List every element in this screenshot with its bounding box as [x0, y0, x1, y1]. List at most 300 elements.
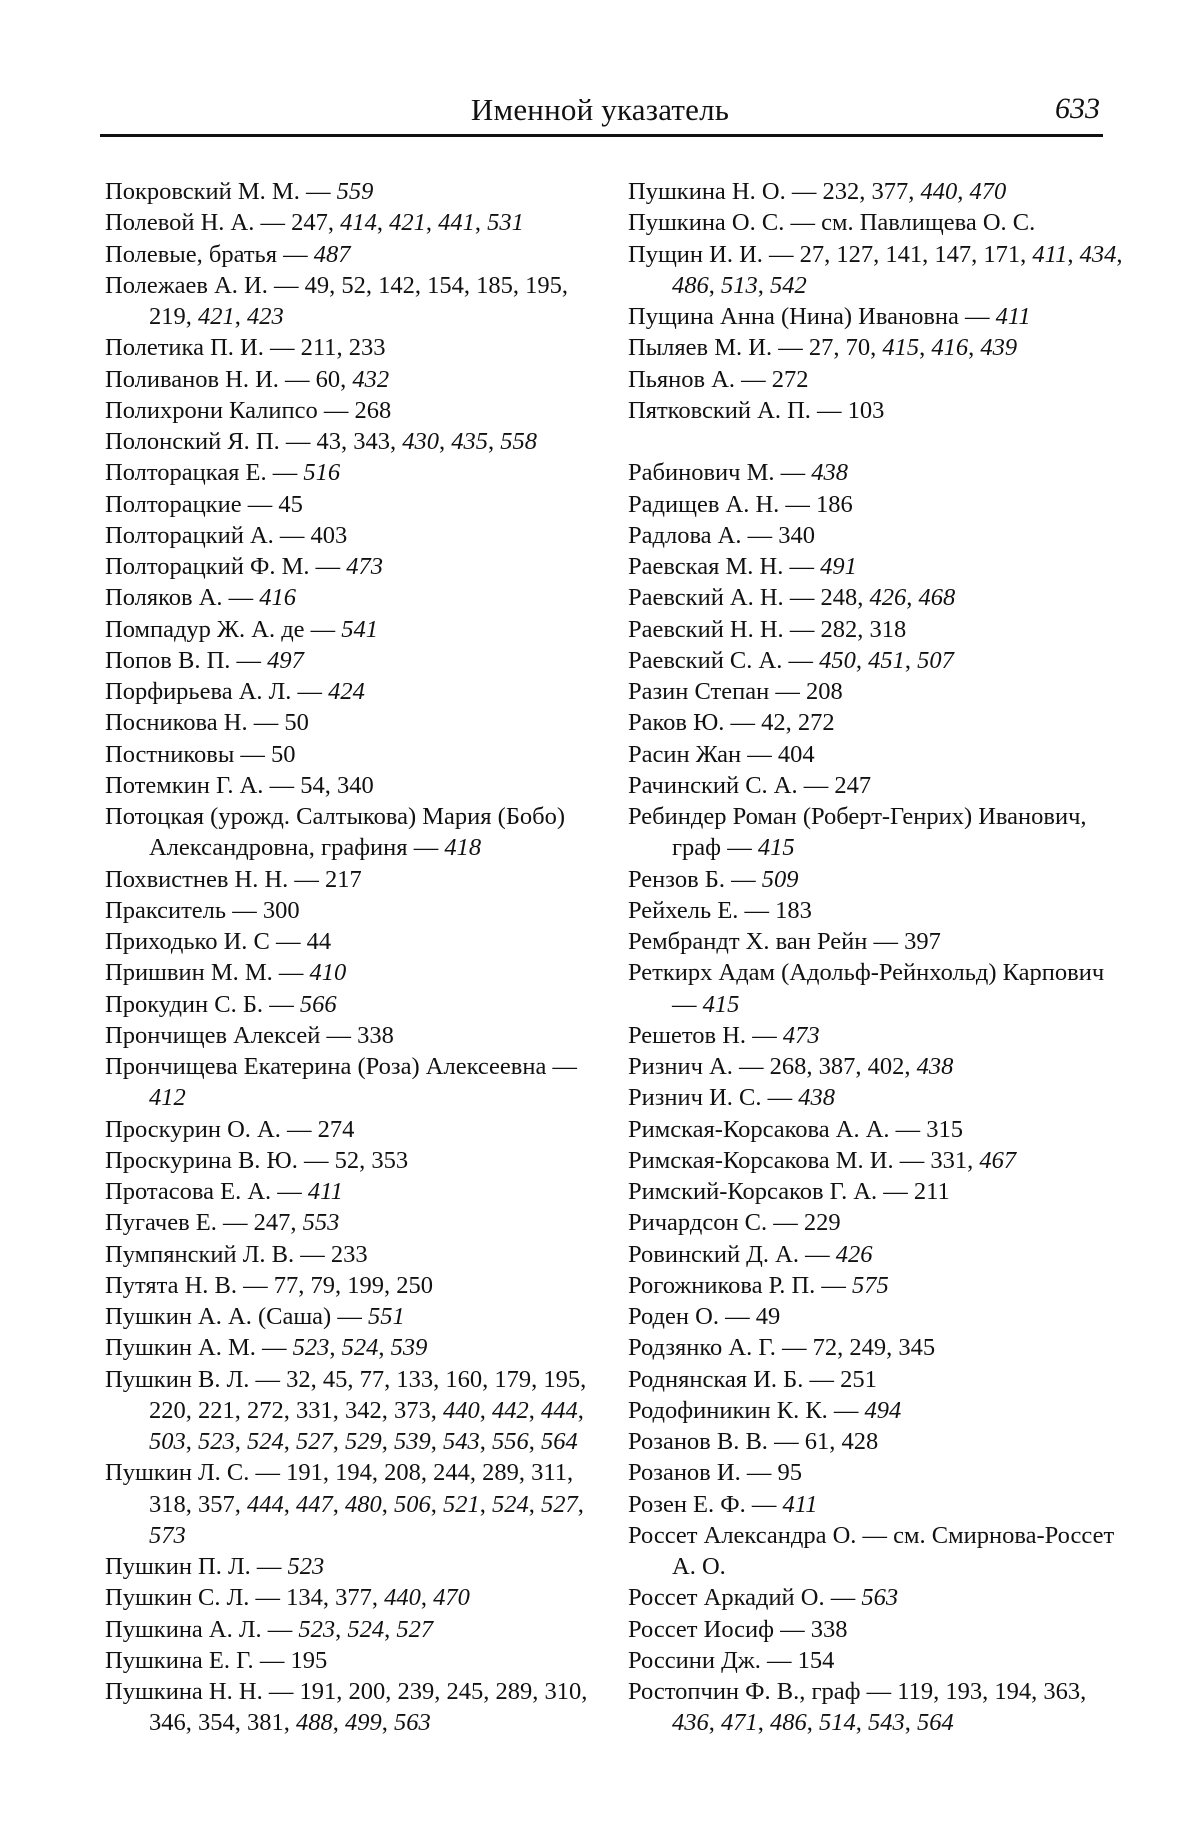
page-ref: 387 [818, 1053, 856, 1080]
entry-name: Пятковский А. П. [628, 396, 811, 424]
page-ref: 473 [346, 553, 383, 580]
page-ref: 248 [820, 584, 858, 612]
index-entry: Римская-Корсакова А. А. — 315 [628, 1115, 964, 1143]
page-ref: 531 [487, 209, 524, 237]
page-ref: 564 [917, 1709, 954, 1737]
entry-name: Полторацкий А. [105, 521, 274, 549]
index-entry: Полевой Н. А. — 247, 414, 421, 441, 531 [105, 209, 524, 237]
page-ref: 412 [149, 1084, 186, 1112]
page-ref: 486 [672, 271, 709, 299]
entry-name: Рензов Б. [628, 865, 725, 893]
page-ref: 541 [341, 615, 379, 643]
entry-name: Рабинович М. [628, 459, 775, 487]
page-ref: 513 [721, 271, 758, 299]
page-ref: 318 [869, 615, 907, 643]
page-ref: 103 [847, 396, 885, 424]
entry-name: Розен Е. Ф. [628, 1490, 746, 1518]
entry-name: Протасова Е. А. [105, 1178, 272, 1205]
entry-name: Посникова Н. [105, 709, 248, 737]
entry-name: Роден О. [628, 1303, 719, 1330]
page-ref: 487 [313, 240, 351, 268]
page-ref: 183 [775, 896, 812, 924]
page-ref: 415 [757, 834, 795, 862]
page-ref: 44 [306, 928, 332, 955]
index-entry: Приходько И. С — 44 [105, 928, 332, 955]
entry-name: Полевые, братья [105, 240, 277, 268]
index-entry: Проскурин О. А. — 274 [105, 1115, 355, 1143]
page-ref: 208 [384, 1459, 421, 1487]
page-ref: 79 [310, 1271, 336, 1299]
entry-name: Римский-Корсаков Г. А. [628, 1178, 878, 1205]
page-ref: 310 [544, 1678, 582, 1705]
index-entry: Пушкин П. Л. — 523 [105, 1553, 325, 1580]
page-ref: 147 [934, 240, 972, 268]
page-ref: 27 [808, 334, 834, 362]
entry-see-reference: см. Павлищева О. С. [821, 209, 1036, 237]
entry-name: Ребиндер Роман (Роберт-Генрих) Иванович, граф [628, 803, 1087, 862]
index-entry: Потоцкая (урожд. Салтыкова) Мария (Бобо) Александровна, графиня — 418 [105, 803, 566, 862]
page-ref: 564 [541, 1428, 578, 1455]
index-entry: Пушкина Е. Г. — 195 [105, 1646, 328, 1674]
page-ref: 451 [868, 646, 905, 674]
entry-name: Раков Ю. [628, 709, 725, 737]
page-ref: 32 [286, 1365, 311, 1393]
page-ref: 282 [820, 615, 858, 643]
page-ref: 411 [782, 1490, 818, 1518]
entry-name: Пушкин Л. С. [105, 1459, 250, 1487]
index-entry: Пушкин А. А. (Саша) — 551 [105, 1303, 405, 1330]
page-ref: 373 [394, 1396, 431, 1424]
index-entry: Проскурина В. Ю. — 52, 353 [105, 1146, 409, 1174]
page-ref: 524 [247, 1428, 284, 1455]
entry-name: Раевский Н. Н. [628, 615, 784, 643]
index-entry: Попов В. П. — 497 [105, 646, 304, 674]
page-ref: 450 [819, 646, 856, 674]
entry-name: Рогожникова Р. П. [628, 1271, 816, 1299]
entry-name: Полонский Я. П. [105, 428, 280, 455]
index-column-right [628, 176, 1128, 1739]
page-ref: 551 [367, 1303, 405, 1330]
page-ref: 442 [492, 1396, 529, 1424]
index-entry: Россет Иосиф — 338 [628, 1615, 848, 1643]
index-entry: Порфирьева А. Л. — 424 [105, 678, 365, 705]
entry-name: Прончищев Алексей [105, 1021, 321, 1049]
index-entry: Пьянов А. — 272 [628, 365, 809, 393]
page-ref: 199 [347, 1271, 385, 1299]
page-ref: 154 [427, 271, 464, 299]
page-ref: 523 [298, 1615, 336, 1643]
page-ref: 509 [761, 865, 799, 893]
page-ref: 42 [761, 709, 786, 737]
index-entry: Розен Е. Ф. — 411 [628, 1490, 818, 1518]
index-entry: Поливанов Н. И. — 60, 432 [105, 365, 390, 393]
page-ref: 95 [777, 1459, 802, 1487]
page-ref: 268 [354, 396, 392, 424]
page-ref: 338 [810, 1615, 848, 1643]
page-ref: 239 [397, 1678, 435, 1705]
index-entry: Радищев А. Н. — 186 [628, 490, 853, 518]
page-ref: 514 [819, 1709, 856, 1737]
page-ref: 191 [299, 1678, 337, 1705]
page-ref: 527 [396, 1615, 434, 1643]
entry-name: Разин Степан [628, 678, 770, 705]
page-ref: 247 [253, 1209, 291, 1237]
entry-name: Проскурина В. Ю. [105, 1146, 298, 1174]
page-ref: 217 [325, 865, 362, 893]
page-ref: 127 [836, 240, 874, 268]
page-ref: 211 [300, 334, 337, 362]
entry-name: Римская-Корсакова М. И. [628, 1146, 894, 1174]
page-ref: 418 [444, 834, 482, 862]
page-ref: 142 [378, 271, 415, 299]
entry-name: Пушкин П. Л. [105, 1553, 251, 1580]
page-ref: 523 [287, 1553, 325, 1580]
entry-name: Пушкин С. Л. [105, 1584, 250, 1612]
index-entry: Полторацкие — 45 [105, 490, 303, 518]
page-ref: 543 [443, 1428, 480, 1455]
page-ref: 54 [300, 771, 325, 799]
entry-name: Потемкин Г. А. [105, 771, 264, 799]
page-ref: 52 [341, 271, 366, 299]
entry-name: Родофиникин К. К. [628, 1396, 828, 1424]
page-ref: 311 [531, 1459, 567, 1487]
entry-name: Путята Н. В. [105, 1271, 238, 1299]
page-ref: 402 [867, 1053, 905, 1080]
index-entry: Прокудин С. Б. — 566 [105, 990, 337, 1018]
page-ref: 411 [307, 1178, 343, 1205]
page-ref: 539 [394, 1428, 431, 1455]
page-ref: 524 [347, 1615, 385, 1643]
index-entry: Помпадур Ж. А. де — 541 [105, 615, 379, 643]
page-ref: 61 [804, 1428, 830, 1455]
page-ref: 486 [770, 1709, 807, 1737]
entry-name: Роднянская И. Б. [628, 1365, 804, 1393]
page-ref: 432 [352, 365, 390, 393]
index-entry: Пракситель — 300 [105, 896, 300, 924]
page-ref: 245 [446, 1678, 484, 1705]
page-ref: 331 [296, 1396, 333, 1424]
page-ref: 563 [394, 1709, 431, 1737]
page-ref: 428 [841, 1428, 879, 1455]
page-ref: 250 [396, 1271, 434, 1299]
entry-name: Россет Иосиф [628, 1615, 775, 1643]
entry-name: Рачинский С. А. [628, 771, 798, 799]
entry-name: Приходько И. С [105, 928, 270, 955]
index-entry: Россет Александра О. — см. Смирнова-Россет А. О. [628, 1521, 1115, 1580]
page-ref: 211 [913, 1178, 950, 1205]
entry-name: Помпадур Ж. А. де [105, 615, 305, 643]
page-ref: 45 [278, 490, 303, 518]
page-ref: 200 [348, 1678, 386, 1705]
entry-name: Поляков А. [105, 584, 223, 612]
page-ref: 416 [259, 584, 297, 612]
page-ref: 171 [983, 240, 1021, 268]
page-ref: 444 [541, 1396, 578, 1424]
entry-name: Расин Жан [628, 740, 742, 768]
entry-name: Пущина Анна (Нина) Ивановна [628, 303, 959, 330]
index-column-left [105, 176, 600, 1739]
page-ref: 318 [149, 1490, 186, 1518]
page-ref: 524 [341, 1334, 379, 1362]
page-ref: 208 [805, 678, 843, 705]
page-ref: 354 [198, 1709, 235, 1737]
page-ref: 50 [284, 709, 309, 737]
page-ref: 45 [322, 1365, 348, 1393]
index-entry: Полторацкий А. — 403 [105, 521, 348, 549]
page-ref: 232 [822, 178, 860, 205]
entry-name: Пушкина Н. Н. [105, 1678, 263, 1705]
index-entry: Прончищева Екатерина (Роза) Алексеевна — 412 [105, 1053, 577, 1112]
entry-name: Полетика П. И. [105, 334, 264, 362]
page-ref: 195 [543, 1365, 581, 1393]
entry-name: Ризнич И. С. [628, 1084, 762, 1112]
entry-name: Полевой Н. А. [105, 209, 255, 237]
page-ref: 573 [149, 1521, 186, 1549]
index-entry: Полонский Я. П. — 43, 343, 430, 435, 558 [105, 428, 537, 455]
page-ref: 381 [247, 1709, 284, 1737]
page-ref: 195 [525, 271, 562, 299]
page-ref: 559 [336, 178, 374, 205]
index-entry: Потемкин Г. А. — 54, 340 [105, 771, 374, 799]
page-ref: 342 [345, 1396, 382, 1424]
page-ref: 542 [770, 271, 807, 299]
entry-name: Рембрандт X. ван Рейн [628, 928, 868, 955]
index-entry: Пушкин А. М. — 523, 524, 539 [105, 1334, 428, 1362]
page-ref: 426 [869, 584, 907, 612]
page-ref: 154 [797, 1646, 835, 1674]
index-entry: Пыляев М. И. — 27, 70, 415, 416, 439 [628, 334, 1018, 362]
page-ref: 77 [273, 1271, 299, 1299]
entry-name: Ростопчин Ф. В., граф [628, 1678, 861, 1705]
index-entry: Роднянская И. Б. — 251 [628, 1365, 877, 1393]
page-ref: 436 [672, 1709, 709, 1737]
page-ref: 434 [1079, 240, 1117, 268]
entry-name: Розанов В. В. [628, 1428, 768, 1455]
entry-name: Прокудин С. Б. [105, 990, 264, 1018]
page-ref: 289 [482, 1459, 519, 1487]
page-ref: 397 [904, 928, 941, 955]
index-entry: Постниковы — 50 [105, 740, 296, 768]
page-ref: 410 [309, 959, 347, 987]
page-ref: 77 [359, 1365, 385, 1393]
index-entry: Рейхель Е. — 183 [628, 896, 812, 924]
page-ref: 523 [292, 1334, 330, 1362]
entry-see-reference: см. Смирнова-Россет А. О. [672, 1521, 1115, 1580]
index-entry: Розанов В. В. — 61, 428 [628, 1428, 879, 1455]
index-entry: Посникова Н. — 50 [105, 709, 309, 737]
entry-name: Раевский С. А. [628, 646, 783, 674]
page-ref: 521 [443, 1490, 480, 1518]
page-ref: 438 [798, 1084, 835, 1112]
index-entry: Римская-Корсакова М. И. — 331, 467 [628, 1146, 1017, 1174]
page-ref: 575 [852, 1271, 889, 1299]
page-ref: 272 [247, 1396, 284, 1424]
index-entry: Пришвин М. М. — 410 [105, 959, 347, 987]
page-ref: 411 [1032, 240, 1068, 268]
entry-name: Пьянов А. [628, 365, 736, 393]
entry-name: Пушкин А. А. (Саша) [105, 1303, 332, 1330]
page-ref: 430 [402, 428, 439, 455]
entry-name: Радищев А. Н. [628, 490, 780, 518]
index-entry: Ровинский Д. А. — 426 [628, 1240, 873, 1268]
index-entry: Раевский А. Н. — 248, 426, 468 [628, 584, 956, 612]
page-ref: 346 [149, 1709, 186, 1737]
index-entry: Пушкин Л. С. — 191, 194, 208, 244, 289, 311, 318, 357, 444, 447, 480, 506, 521, 524, 527, 573 [105, 1459, 584, 1549]
page-ref: 186 [816, 490, 853, 518]
page-ref: 426 [835, 1240, 873, 1268]
entry-name: Раевская М. Н. [628, 553, 784, 580]
page-ref: 193 [945, 1678, 983, 1705]
index-entry: Пушкина А. Л. — 523, 524, 527 [105, 1615, 434, 1643]
index-entry: Разин Степан — 208 [628, 678, 843, 705]
page-ref: 524 [492, 1490, 529, 1518]
page-ref: 441 [438, 209, 475, 237]
index-entry: Пушкин В. Л. — 32, 45, 77, 133, 160, 179, 195, 220, 221, 272, 331, 342, 373, 440, 442, 444, 503, 523, 524, 527, 529, 539, 543, 556, 564 [105, 1365, 587, 1455]
page-ref: 338 [357, 1021, 394, 1049]
page-number: 633 [1055, 92, 1100, 125]
index-entry: Россини Дж. — 154 [628, 1646, 835, 1674]
page-ref: 421 [198, 303, 235, 330]
page-ref: 435 [451, 428, 488, 455]
index-entry: Пятковский А. П. — 103 [628, 396, 885, 424]
index-entry: Полежаев А. И. — 49, 52, 142, 154, 185, 195, 219, 421, 423 [105, 271, 568, 330]
index-entry: Путята Н. В. — 77, 79, 199, 250 [105, 1271, 434, 1299]
page-ref: 529 [345, 1428, 382, 1455]
page-ref: 52 [334, 1146, 360, 1174]
page-ref: 27 [799, 240, 825, 268]
page-ref: 424 [328, 678, 365, 705]
page-ref: 480 [345, 1490, 382, 1518]
page-ref: 438 [916, 1053, 954, 1080]
page-ref: 357 [198, 1490, 235, 1518]
entry-name: Пумпянский Л. В. [105, 1240, 295, 1268]
entry-name: Пришвин М. М. [105, 959, 273, 987]
page-ref: 331 [930, 1146, 968, 1174]
page-ref: 539 [390, 1334, 428, 1362]
index-entry: Ричардсон С. — 229 [628, 1209, 841, 1237]
page-ref: 60 [315, 365, 341, 393]
page-ref: 49 [755, 1303, 781, 1330]
page-ref: 353 [371, 1146, 409, 1174]
entry-name: Покровский М. М. [105, 178, 300, 205]
entry-name: Полторацкий Ф. М. [105, 553, 310, 580]
entry-name: Полежаев А. И. [105, 271, 268, 299]
page-ref: 377 [335, 1584, 372, 1612]
index-entry: Поляков А. — 416 [105, 584, 297, 612]
page-ref: 345 [898, 1334, 936, 1362]
index-entry: Рензов Б. — 509 [628, 865, 799, 893]
entry-name: Попов В. П. [105, 646, 231, 674]
page-ref: 363 [1043, 1678, 1081, 1705]
index-entry: Пушкина Н. О. — 232, 377, 440, 470 [628, 178, 1007, 205]
entry-name: Потоцкая (урожд. Салтыкова) Мария (Бобо) Александровна, графиня [105, 803, 566, 862]
header-rule [100, 134, 1103, 137]
index-entry: Пугачев Е. — 247, 553 [105, 1209, 340, 1237]
entry-name: Радлова А. [628, 521, 742, 549]
entry-name: Проскурин О. А. [105, 1115, 281, 1143]
entry-name: Пушкина Е. Г. [105, 1646, 254, 1674]
page-ref: 134 [286, 1584, 323, 1612]
page-ref: 470 [969, 178, 1007, 205]
page-ref: 377 [871, 178, 909, 205]
page-header [100, 88, 1100, 132]
page-ref: 247 [291, 209, 328, 237]
entry-name: Реткирх Адам (Адольф-Рейнхольд) Карпович [628, 959, 1105, 987]
page-ref: 507 [917, 646, 954, 674]
page-ref: 274 [317, 1115, 355, 1143]
page-title: Именной указатель [470, 92, 730, 127]
page-ref: 195 [290, 1646, 328, 1674]
page-ref: 404 [777, 740, 815, 768]
index-entry: Полторацкая Е. — 516 [105, 459, 341, 487]
index-entry: Покровский М. М. — 559 [105, 178, 374, 205]
page-ref: 219 [149, 303, 186, 330]
page-ref: 272 [797, 709, 835, 737]
page-ref: 340 [336, 771, 374, 799]
index-entry: Пущина Анна (Нина) Ивановна — 411 [628, 303, 1031, 330]
page-ref: 244 [433, 1459, 470, 1487]
index-entry: Римский-Корсаков Г. А. — 211 [628, 1178, 950, 1205]
entry-name: Родзянко А. Г. [628, 1334, 776, 1362]
entry-name: Ричардсон С. [628, 1209, 768, 1237]
page-ref: 403 [310, 521, 348, 549]
index-entry: Пушкина О. С. — см. Павлищева О. С. [628, 209, 1036, 237]
page-ref: 415 [882, 334, 920, 362]
page-ref: 49 [304, 271, 330, 299]
entry-name: Ризнич А. [628, 1053, 733, 1080]
entry-name: Пущин И. И. [628, 240, 763, 268]
index-entry: Раевский Н. Н. — 282, 318 [628, 615, 907, 643]
index-entry: Радлова А. — 340 [628, 521, 816, 549]
entry-name: Россет Александра О. [628, 1521, 857, 1549]
page-ref: 467 [979, 1146, 1017, 1174]
index-entry: Полихрони Калипсо — 268 [105, 396, 392, 424]
page-ref: 233 [330, 1240, 368, 1268]
index-entry: Рачинский С. А. — 247 [628, 771, 872, 799]
page-ref: 421 [389, 209, 426, 237]
index-entry: Полевые, братья — 487 [105, 240, 351, 268]
page-ref: 300 [262, 896, 300, 924]
entry-name: Пушкина О. С. [628, 209, 785, 237]
page-ref: 133 [396, 1365, 434, 1393]
entry-name: Пушкин В. Л. [105, 1365, 250, 1393]
index-entry: Рембрандт X. ван Рейн — 397 [628, 928, 941, 955]
page-ref: 72 [812, 1334, 838, 1362]
index-entry: Раевская М. Н. — 491 [628, 553, 857, 580]
entry-name: Похвистнев Н. Н. [105, 865, 289, 893]
page-ref: 194 [335, 1459, 372, 1487]
page-ref: 221 [198, 1396, 235, 1424]
page-ref: 468 [918, 584, 956, 612]
index-entry: Родзянко А. Г. — 72, 249, 345 [628, 1334, 936, 1362]
index-entry: Раевский С. А. — 450, 451, 507 [628, 646, 954, 674]
entry-name: Россет Аркадий О. [628, 1584, 825, 1612]
index-entry: Ризнич А. — 268, 387, 402, 438 [628, 1053, 954, 1080]
entry-name: Ровинский Д. А. [628, 1240, 799, 1268]
index-entry: Полетика П. И. — 211, 233 [105, 334, 386, 362]
page-ref: 447 [296, 1490, 333, 1518]
page-ref: 50 [271, 740, 296, 768]
index-entry: Розанов И. — 95 [628, 1459, 802, 1487]
index-entry: Похвистнев Н. Н. — 217 [105, 865, 362, 893]
page-ref: 251 [840, 1365, 877, 1393]
index-entry: Ростопчин Ф. В., граф — 119, 193, 194, 363, 436, 471, 486, 514, 543, 564 [628, 1678, 1087, 1737]
index-entry: Протасова Е. А. — 411 [105, 1178, 343, 1205]
page-ref: 340 [778, 521, 816, 549]
page-ref: 543 [868, 1709, 905, 1737]
page-ref: 440 [443, 1396, 480, 1424]
page-ref: 423 [247, 303, 284, 330]
